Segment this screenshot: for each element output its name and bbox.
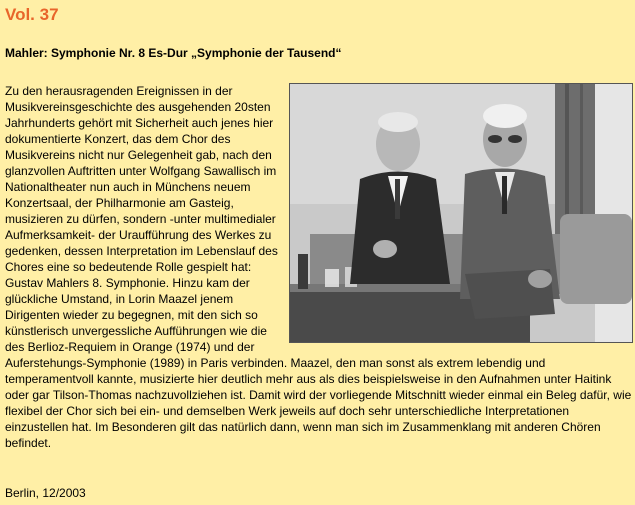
article-text [5, 83, 633, 451]
signature-date: Berlin, 12/2003 [5, 486, 86, 500]
volume-title: Vol. 37 [5, 5, 59, 24]
article-body: Zu den herausragenden Ereignissen in der Musikvereinsgeschichte des ausgehenden 20sten Jahrhunderts gehört mit Sicherheit auch jenes hier dokumentierte Konzert, das dem Chor des Musikvereins nicht nur Gelegenheit gab, nach den glanzvollen Auftritten unter Wolfgang Sawallisch im Nationaltheater nun auch in Münchens neuem Konzertsaal, der Philharmonie am Gasteig, musizieren zu dürfen, sondern -unter multimedialer Aufmerksamkeit- der Uraufführung des Werkes zu gedenken, dessen Interpretation im Lebenslauf des Chores eine so bedeutende Rolle gespielt hat: Gustav Mahlers 8. Symphonie. Hinzu kam der glückliche Umstand, in Lorin Maazel jenem Dirigenten wieder zu begegnen, mit den sich so künstlerisch unvergessliche Aufführungen wie die des Berlioz-Requiem in Orange (1974) und der Auferstehungs-Symphonie (1989) in Paris verbinden. Maazel, den man sonst als extrem lebendig und temperamentvoll kannte, musizierte hier deutlich mehr aus als dies beispielsweise in den Aufnahmen unter Haitink oder gar Tilson-Thomas nachzuvollziehen ist. Damit wird der vorliegende Mitschnitt wieder einmal ein Beleg dafür, wie flexibel der Chor sich bei ein- und demselben Werk jeweils auf doch sehr unterschiedliche Interpretationen einzustellen hat. Im Besonderen gilt das natürlich dann, wenn man sich im Zusammenklang mit anderen Chören befindet. [5, 84, 632, 450]
photo-two-men-seated [289, 83, 633, 343]
piece-title: Mahler: Symphonie Nr. 8 Es-Dur „Symphonie der Tausend“ [5, 46, 342, 60]
